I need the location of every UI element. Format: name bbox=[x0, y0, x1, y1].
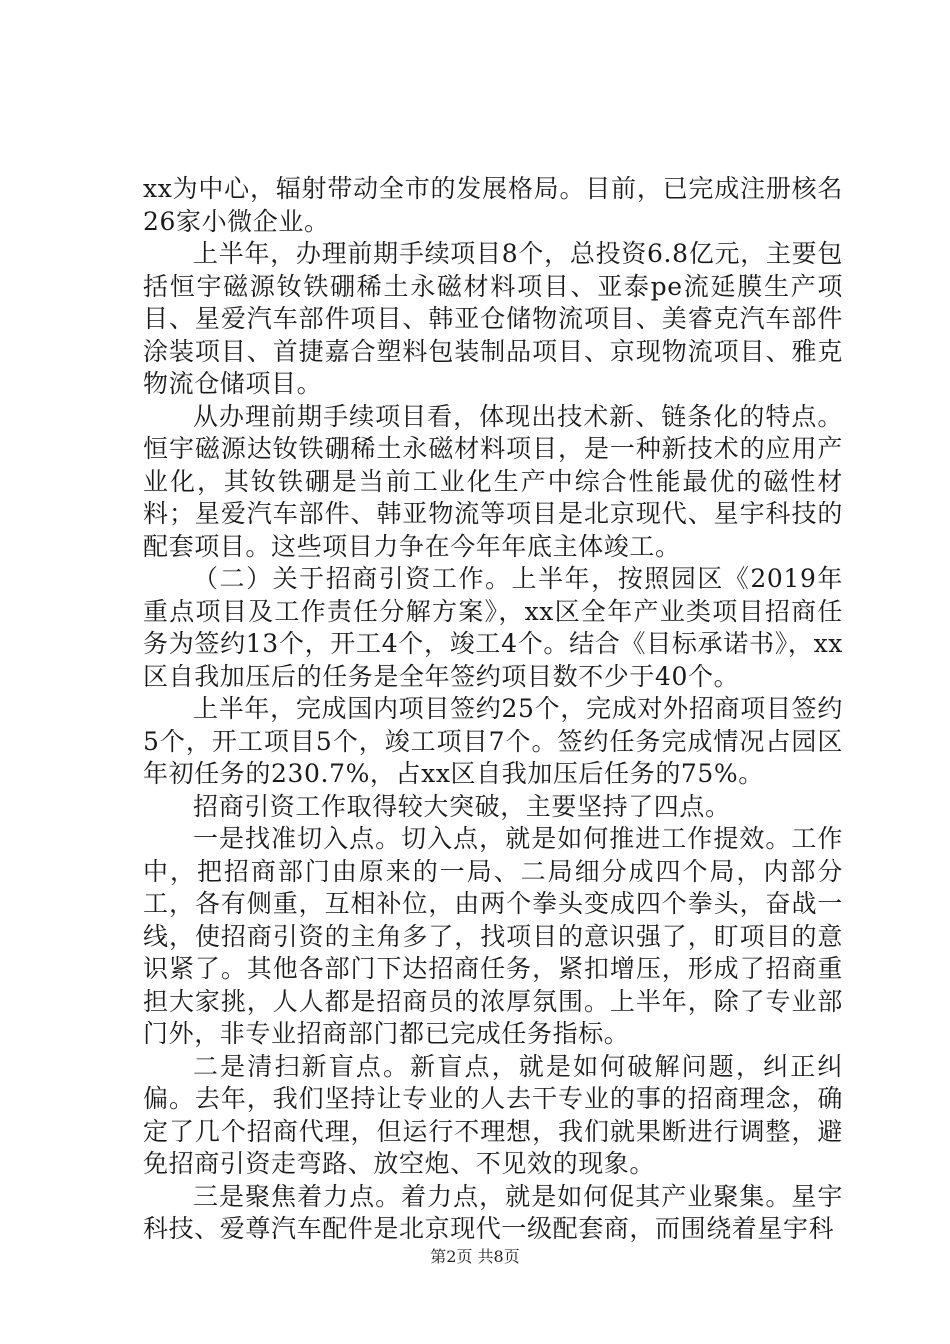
paragraph-3: 从办理前期手续项目看，体现出技术新、链条化的特点。恒宇磁源达钕铁硼稀土永磁材料项目，是一种新技术的应用产业化，其钕铁硼是当前工业化生产中综合性能最优的磁性材料；星爱汽车部件、韩亚物流等项目是北京现代、星宇科技的配套项目。这些项目力争在今年年底主体竣工。 bbox=[143, 401, 843, 561]
paragraph-8: 二是清扫新盲点。新盲点，就是如何破解问题，纠正纠偏。去年，我们坚持让专业的人去干专业的事的招商理念，确定了几个招商代理，但运行不理想，我们就果断进行调整，避免招商引资走弯路、放空炮、不见效的现象。 bbox=[143, 1051, 843, 1178]
paragraph-7: 一是找准切入点。切入点，就是如何推进工作提效。工作中，把招商部门由原来的一局、二局细分成四个局，内部分工，各有侧重，互相补位，由两个拳头变成四个拳头，奋战一线，使招商引资的主角多了，找项目的意识强了，盯项目的意识紧了。其他各部门下达招商任务，紧扣增压，形成了招商重担大家挑，人人都是招商员的浓厚氛围。上半年，除了专业部门外，非专业招商部门都已完成任务指标。 bbox=[143, 824, 843, 1048]
paragraph-4: （二）关于招商引资工作。上半年，按照园区《2019年重点项目及工作责任分解方案》，xx区全年产业类项目招商任务为签约13个，开工4个，竣工4个。结合《目标承诺书》，xx区自我加压后的任务是全年签约项目数不少于40个。 bbox=[143, 564, 843, 691]
page-footer: 第2页 共8页 bbox=[430, 1247, 520, 1266]
paragraph-9: 三是聚焦着力点。着力点，就是如何促其产业聚集。星宇科技、爱尊汽车配件是北京现代一级配套商，而围绕着星宇科 bbox=[143, 1181, 843, 1243]
paragraph-1: xx为中心，辐射带动全市的发展格局。目前，已完成注册核名26家小微企业。 bbox=[143, 174, 843, 236]
paragraph-5: 上半年，完成国内项目签约25个，完成对外招商项目签约5个，开工项目5个，竣工项目7个。签约任务完成情况占园区年初任务的230.7%，占xx区自我加压后任务的75%。 bbox=[143, 694, 843, 788]
paragraph-6: 招商引资工作取得较大突破，主要坚持了四点。 bbox=[193, 791, 731, 821]
paragraph-2: 上半年，办理前期手续项目8个，总投资6.8亿元，主要包括恒宇磁源钕铁硼稀土永磁材料项目、亚泰pe流延膜生产项目、星爱汽车部件项目、韩亚仓储物流项目、美睿克汽车部件涂装项目、首捷嘉合塑料包装制品项目、京现物流项目、雅克物流仓储项目。 bbox=[143, 239, 843, 398]
document-body bbox=[143, 173, 843, 1246]
